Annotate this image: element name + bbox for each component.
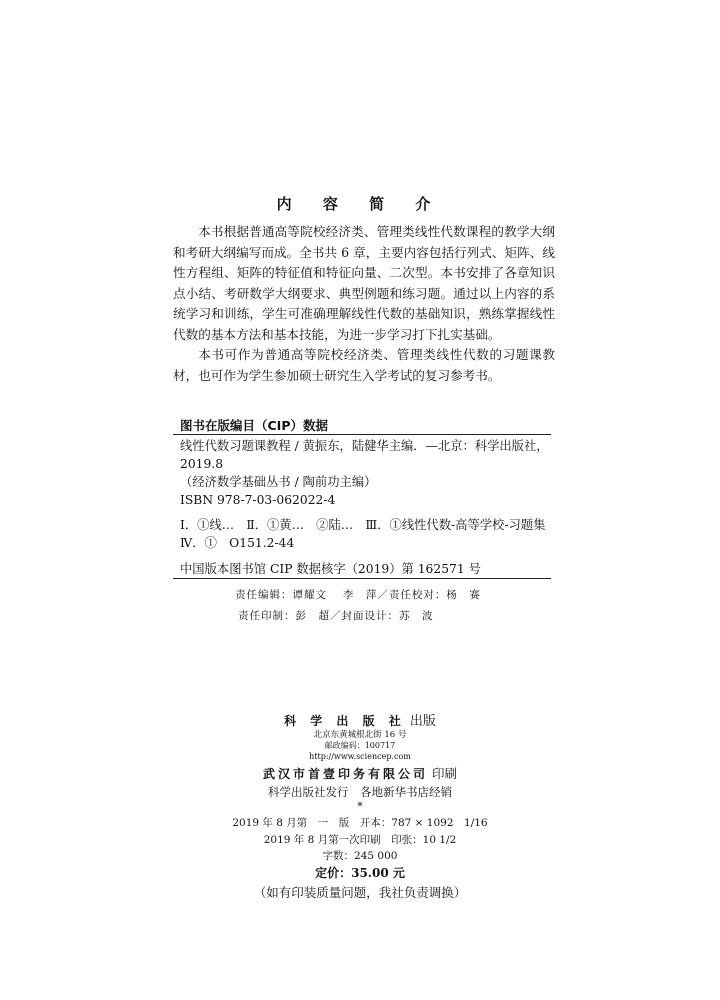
intro-body xyxy=(173,222,555,386)
publisher-line xyxy=(0,710,720,729)
printer-suffix: 印刷 xyxy=(431,766,457,781)
separator-star: * xyxy=(357,800,363,813)
publisher-suffix: 出版 xyxy=(409,714,436,729)
editor-credits: 责任编辑：谭耀文 李 萍／责任校对：杨 赛 xyxy=(235,589,481,601)
intro-title: 内 容 简 介 xyxy=(276,195,444,213)
cip-classification xyxy=(180,516,552,552)
publisher-website: http://www.sciencep.com xyxy=(309,752,411,761)
printer-name: 武汉市首壹印务有限公司 xyxy=(262,767,428,781)
distribution-line: 科学出版社发行 各地新华书店经销 xyxy=(268,785,452,799)
word-count-line: 字数：245 000 xyxy=(322,850,398,862)
cip-series-line: （经济数学基础丛书 / 陶前功主编） xyxy=(180,475,377,489)
cip-top-rule xyxy=(173,434,551,435)
cip-title-line: 线性代数习题课教程 / 黄振东，陆健华主编．—北京：科学出版社， xyxy=(180,439,549,453)
intro-paragraph-2: 本书可作为普通高等院校经济类、管理类线性代数的习题课教材，也可作为学生参加硕士研究生入学考试的复习参考书。 xyxy=(173,347,555,383)
price-line: 定价：35.00 元 xyxy=(315,866,405,880)
publisher-name: 科 学 出 版 社 xyxy=(284,714,406,728)
quality-notice: （如有印装质量问题，我社负责调换） xyxy=(253,885,467,900)
printing-spec-line: 2019 年 8 月第一次印刷 印张：10 1/2 xyxy=(263,834,457,846)
cip-class-line-1: Ⅰ．①线… Ⅱ．①黄… ②陆… Ⅲ．①线性代数-高等学校-习题集 xyxy=(180,518,546,532)
production-credits: 责任印制：彭 超／封面设计：苏 波 xyxy=(238,610,434,622)
cip-date-line: 2019.8 xyxy=(180,457,224,471)
cip-class-line-2: Ⅳ．① O151.2-44 xyxy=(180,536,295,550)
cip-record-number: 中国版本图书馆 CIP 数据核字（2019）第 162571 号 xyxy=(180,562,481,576)
publisher-postcode: 邮政编码：100717 xyxy=(324,741,396,750)
cip-heading: 图书在版编目（CIP）数据 xyxy=(180,418,328,433)
cip-bottom-rule xyxy=(173,578,551,579)
printer-line xyxy=(0,764,720,782)
cip-isbn-line: ISBN 978-7-03-062022-4 xyxy=(180,493,336,507)
cip-catalog-entry xyxy=(180,437,552,509)
publisher-address: 北京东黄城根北街 16 号 xyxy=(313,730,407,740)
edition-spec-line: 2019 年 8 月第 一 版 开本：787 × 1092 1/16 xyxy=(232,817,488,829)
intro-paragraph-1: 本书根据普通高等院校经济类、管理类线性代数课程的教学大纲和考研大纲编写而成。全书共 6 章，主要内容包括行列式、矩阵、线性方程组、矩阵的特征值和特征向量、二次型。本书安排了各章知识点小结、考研数学大纲要求、典型例题和练习题。通过以上内容的系统学习和训练，学生可准确理解线性代数的基础知识，熟练掌握线性代数的基本方法和基本技能，为进一步学习打下扎实基础。 xyxy=(173,224,555,342)
